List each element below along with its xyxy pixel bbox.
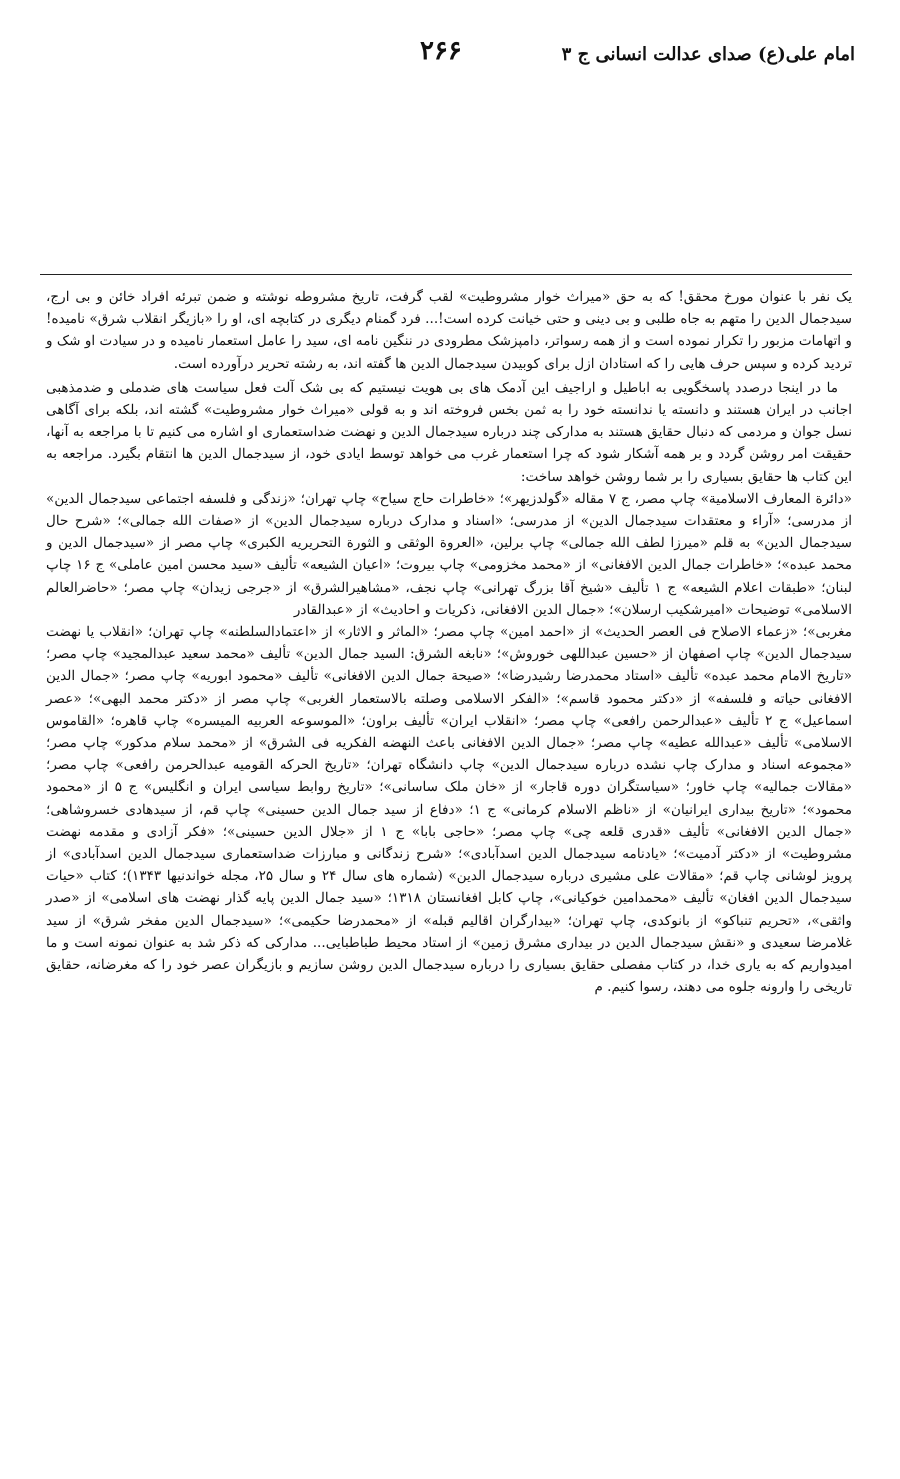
footnote-divider xyxy=(40,274,852,275)
footnote-paragraph-2: ما در اینجا درصدد پاسخگویی به اباطیل و اراجیف این آدمک های بی هویت نیستیم که بی شک آلت فعل سیاست های ضدملی و ضدمذهبی اجانب در ایران هستند و دانسته یا ندانسته خود را به ثمن بخس فروخته اند و به قولی «میراث خوار مشروطیت» گشته اند، بلکه برای آگاهی نسل جوان و مردمی که دنبال حقایق هستند به مدارکی چند درباره سیدجمال الدین و نهضت ضداستعماری او اشاره می کنیم تا با مراجعه به آنها، حقیقت امر روشن گردد و بر همه آشکار شود که چرا استعمار غرب می خواهد توسط ایادی خود، از سیدجمال الدین ها انتقام بگیرد. مراجعه به این کتاب ها حقایق بسیاری را بر شما روشن خواهد ساخت: xyxy=(46,379,852,485)
running-title: امام علی(ع) صدای عدالت انسانی ج ۳ xyxy=(561,44,855,65)
page-header xyxy=(40,36,855,76)
footnote-text xyxy=(46,286,852,999)
bibliography-paragraph-1: «دائرة المعارف الاسلامیة» چاپ مصر، ج ۷ مقاله «گولدزیهر»؛ «خاطرات حاج سیاح» چاپ تهران؛ «زندگی و فلسفه اجتماعی سیدجمال الدین» از مدرسی؛ «آراء و معتقدات سیدجمال الدین» از مدرسی؛ «اسناد و مدارک درباره سیدجمال الدین» از «صفات الله جمالی»؛ «شرح حال سیدجمال الدین» به قلم «میرزا لطف الله جمالی» چاپ برلین، «العروة الوثقی و الثورة التحریریه الکبری» چاپ مصر از «سیدجمال الدین و محمد عبده»؛ «خاطرات جمال الدین الافغانی» از «محمد مخزومی» چاپ بیروت؛ «اعیان الشیعه» تألیف «سید محسن امین عاملی» ج ۱۶ چاپ لبنان؛ «طبقات اعلام الشیعه» ج ۱ تألیف «شیخ آقا بزرگ تهرانی» چاپ نجف، «مشاهیرالشرق» از «جرجی زیدان» چاپ مصر؛ «حاضرالعالم الاسلامی» توضیحات «امیرشکیب ارسلان»؛ «جمال الدین الافغانی، ذکریات و احادیث» از «عبدالقادر xyxy=(46,490,853,618)
page-number: ۲۶۶ xyxy=(420,36,462,66)
footnote-paragraph-1: یک نفر با عنوان مورخ محقق! که به حق «میراث خوار مشروطیت» لقب گرفت، تاریخ مشروطه نوشته و ضمن تبرئه افراد خائن و بی ارج، سیدجمال الدین را متهم به جاه طلبی و بی دینی و حتی خیانت کرده است!... فرد گمنام دیگری در کتابچه ای، او را «بازیگر انقلاب شرق» نامیده! و اتهامات مزبور را تکرار نموده است و از همه رسواتر، دامپزشک مطرودی در ننگین نامه ای، سید را عامل استعمار نامیده و در سیادت او شک و تردید کرده و سپس حرف هایی را که استادان ازل برای کوبیدن سیدجمال الدین ها گفته اند، به رشته تحریر درآورده است. xyxy=(46,289,852,372)
bibliography-paragraph-2: مغربی»؛ «زعماء الاصلاح فی العصر الحدیث» از «احمد امین» چاپ مصر؛ «الماثر و الاثار» از «اعتمادالسلطنه» چاپ تهران؛ «انقلاب یا نهضت سیدجمال الدین» چاپ اصفهان از «حسین عبداللهی خوروش»؛ «نابغه الشرق: السید جمال الدین» تألیف «محمد سعید عبدالمجید» چاپ مصر؛ «تاریخ الامام محمد عبده» تألیف «استاد محمدرضا رشیدرضا»؛ «صیحة جمال الدین الافغانی» تألیف «محمود ابوریه» چاپ مصر؛ «جمال الدین الافغانی حیاته و فلسفه» از «دکتر محمود قاسم»؛ «الفکر الاسلامی وصلته بالاستعمار الغربی» چاپ مصر از «دکتر محمد البهی»؛ «عصر اسماعیل» ج ۲ تألیف «عبدالرحمن رافعی» چاپ مصر؛ «انقلاب ایران» تألیف براون؛ «الموسوعه العربیه المیسره» چاپ قاهره؛ «القاموس الاسلامی» تألیف «عبدالله عطیه» چاپ مصر؛ «جمال الدین الافغانی باعث النهضه الفکریه فی الشرق» از «محمد سلام مدکور» چاپ مصر؛ «مجموعه اسناد و مدارک چاپ نشده درباره سیدجمال الدین» چاپ دانشگاه تهران؛ «تاریخ الحرکه القومیه عبدالحرمن رافعی» چاپ مصر؛ «مقالات جمالیه» چاپ خاور؛ «سیاستگران دوره قاجار» از «خان ملک ساسانی»؛ «تاریخ روابط سیاسی ایران و انگلیس» ج ۵ از «محمود محمود»؛ «تاریخ بیداری ایرانیان» از «ناظم الاسلام کرمانی» ج ۱؛ «دفاع از سید جمال الدین حسینی» چاپ قم، از سیدهادی خسروشاهی؛ «جمال الدین الافغانی» تألیف «قدری قلعه چی» چاپ مصر؛ «حاجی بابا» ج ۱ از «جلال الدین حسینی»؛ «فکر آزادی و مقدمه نهضت مشروطیت» از «دکتر آدمیت»؛ «یادنامه سیدجمال الدین اسدآبادی»؛ «شرح زندگانی و مبارزات ضداستعماری سیدجمال الدین اسدآبادی» از پرویز لوشانی چاپ قم؛ «مقالات علی مشیری درباره سیدجمال الدین» (شماره های سال ۲۴ و سال ۲۵، مجله خواندنیها ۱۳۴۳)؛ کتاب «حیات سیدجمال الدین افغان» تألیف «محمدامین خوکیانی»، چاپ کابل افغانستان ۱۳۱۸؛ «سید جمال الدین پایه گذار نهضت های اسلامی» از «صدر واثقی»، «تحریم تنباکو» از بانوکدی، چاپ تهران؛ «بیدارگران اقالیم قبله» از «محمدرضا حکیمی»؛ «سیدجمال الدین مفخر شرق» از سید غلامرضا سعیدی و «نقش سیدجمال الدین در بیداری مشرق زمین» از استاد محیط طباطبایی... مدارکی که ذکر شد به عنوان نمونه است و ما امیدواریم که به یاری خدا، در کتاب مفصلی حقایق بسیاری را درباره سیدجمال الدین روشن سازیم و بازیگران عصر خود را که مغرضانه، حقایق تاریخی را وارونه جلوه می دهند، رسوا کنیم. م xyxy=(46,624,853,996)
